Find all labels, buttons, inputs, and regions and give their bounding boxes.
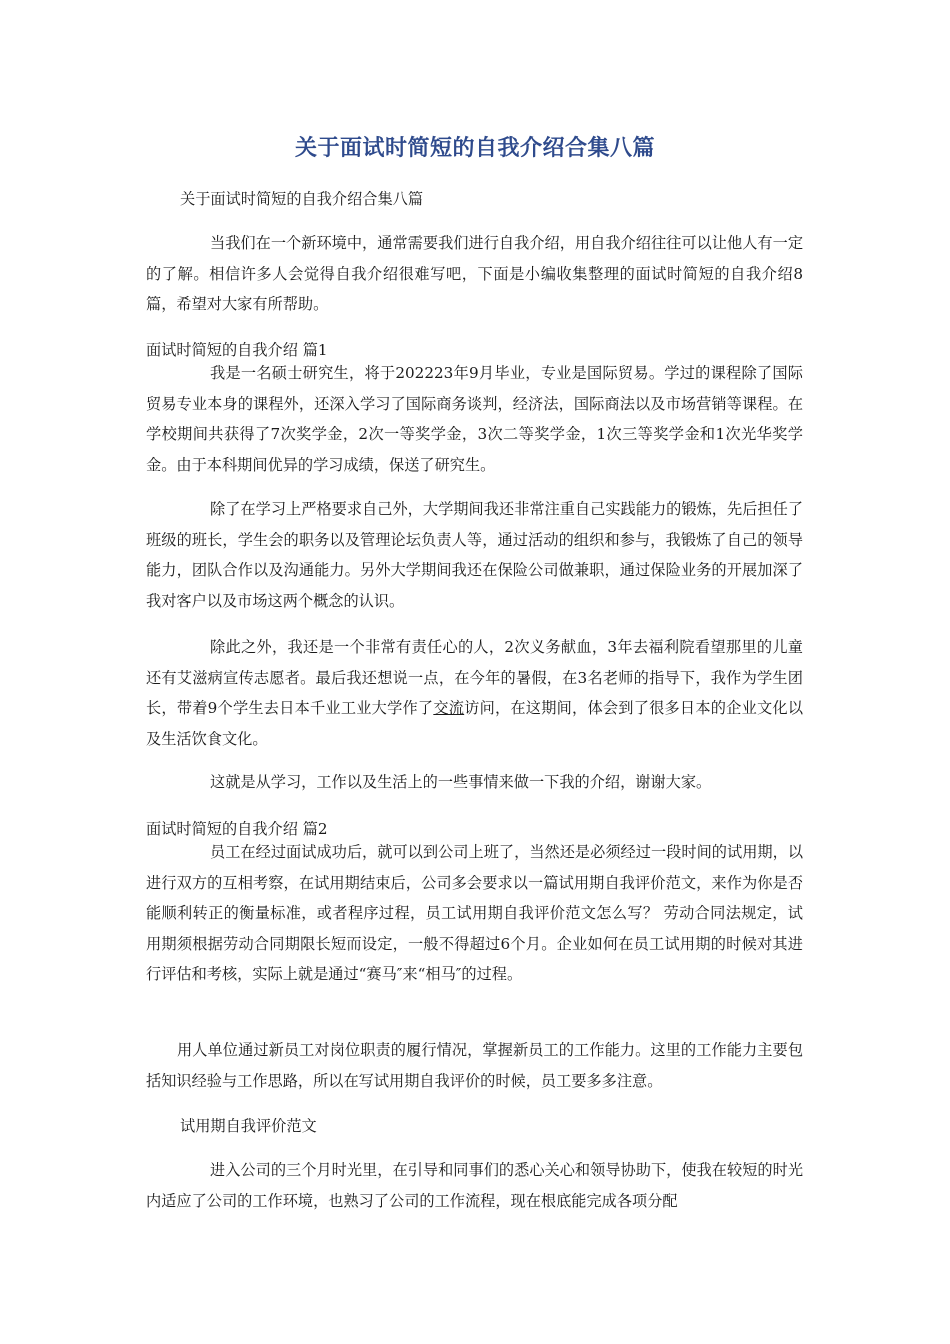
document-title: 关于面试时简短的自我介绍合集八篇 <box>294 136 655 161</box>
section-1-paragraph-1: 我是一名硕士研究生，将于202223年9月毕业，专业是国际贸易。学过的课程除了国际贸易专业本身的课程外，还深入学习了国际商务谈判，经济法，国际商法以及市场营销等课程。在学校期间共获得了7次奖学金，2次一等奖学金，3次二等奖学金，1次三等奖学金和1次光华奖学金。由于本科期间优异的学习成绩，保送了研究生。 <box>146 364 803 474</box>
section-2-paragraph-3: 进入公司的三个月时光里，在引导和同事们的悉心关心和领导协助下，使我在较短的时光内适应了公司的工作环境，也熟习了公司的工作流程，现在根底能完成各项分配 <box>146 1161 803 1210</box>
document-subtitle: 关于面试时简短的自我介绍合集八篇 <box>180 190 423 208</box>
section-1-paragraph-2: 除了在学习上严格要求自己外，大学期间我还非常注重自己实践能力的锻炼，先后担任了班级的班长，学生会的职务以及管理论坛负责人等，通过活动的组织和参与，我锻炼了自己的领导能力，团队合作以及沟通能力。另外大学期间我还在保险公司做兼职，通过保险业务的开展加深了我对客户以及市场这两个概念的认识。 <box>146 500 803 610</box>
paragraph-text: 访问，在这期间，体会到了很多日本的企业文化以及生活饮食文化。 <box>146 699 804 748</box>
intro-paragraph: 当我们在一个新环境中，通常需要我们进行自我介绍，用自我介绍往往可以让他人有一定的了解。相信许多人会觉得自我介绍很难写吧，下面是小编收集整理的面试时简短的自我介绍8篇，希望对大家有所帮助。 <box>146 234 803 314</box>
section-2-subheading: 试用期自我评价范文 <box>180 1117 317 1135</box>
section-1-paragraph-3 <box>146 632 803 754</box>
section-2-paragraph-1: 员工在经过面试成功后，就可以到公司上班了，当然还是必须经过一段时间的试用期，以进行双方的互相考察，在试用期结束后，公司多会要求以一篇试用期自我评价范文，来作为你是否能顺利转正的衡量标准，或者程序过程，员工试用期自我评价范文怎么写？ 劳动合同法规定，试用期须根据劳动合同期限长短而设定，一般不得超过6个月。企业如何在员工试用期的时候对其进行评估和考核，实际上就是通过“赛马″来“相马″的过程。 <box>146 843 803 984</box>
section-2-heading: 面试时简短的自我介绍 篇2 <box>146 820 328 838</box>
section-1-heading: 面试时简短的自我介绍 篇1 <box>146 341 328 359</box>
paragraph-text: 除此之外，我还是一个非常有责任心的人，2次义务献血，3年去福利院看望那里的儿童还有艾滋病宣传志愿者。最后我还想说一点，在今年的暑假，在3名老师的指导下，我作为学生团长，带着9个学生去日本千业工业大学作了 <box>146 638 803 718</box>
section-1-paragraph-4: 这就是从学习，工作以及生活上的一些事情来做一下我的介绍，谢谢大家。 <box>210 773 712 791</box>
exchange-link[interactable]: 交流 <box>433 699 465 718</box>
section-2-paragraph-2: 用人单位通过新员工对岗位职责的履行情况，掌握新员工的工作能力。这里的工作能力主要包括知识经验与工作思路，所以在写试用期自我评价的时候，员工要多多注意。 <box>146 1041 803 1090</box>
